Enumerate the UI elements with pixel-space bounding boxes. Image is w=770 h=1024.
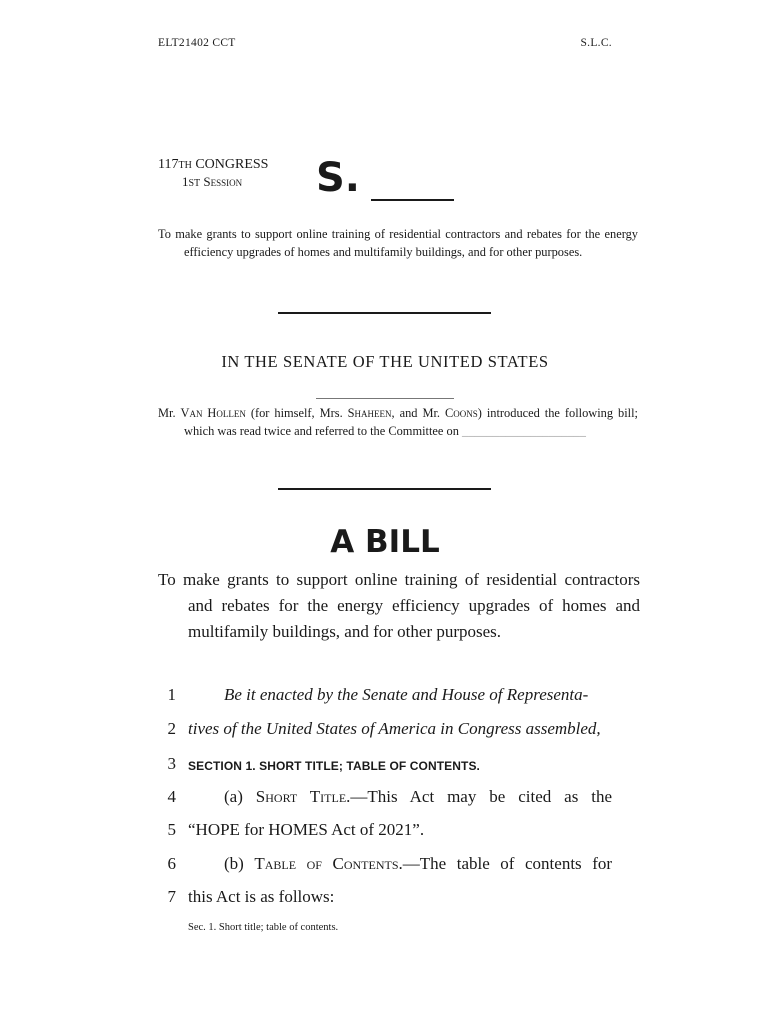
purpose-paragraph: To make grants to support online training of residential contractors and rebates for the energy efficiency upgrades of homes and multifamily buildings, and for other purposes. bbox=[158, 570, 640, 641]
subsection-a: (a) Short Title.—This Act may be cited as the bbox=[224, 787, 612, 806]
line-number: 6 bbox=[167, 854, 176, 873]
congress-label: 117TH CONGRESS bbox=[158, 157, 269, 172]
document-id: ELT21402 CCT bbox=[158, 37, 236, 49]
act-citation: “HOPE for HOMES Act of 2021”. bbox=[188, 820, 425, 839]
office-code: S.L.C. bbox=[580, 37, 612, 49]
divider-rule bbox=[278, 312, 491, 314]
enacting-clause: Be it enacted by the Senate and House of Representa- bbox=[224, 685, 589, 704]
cosponsor-name: Shaheen bbox=[347, 406, 392, 420]
toc-intro: this Act is as follows: bbox=[188, 887, 335, 906]
divider-rule bbox=[278, 488, 491, 490]
enacting-clause-cont: tives of the United States of America in Congress assembled, bbox=[188, 719, 601, 738]
section-heading: SECTION 1. SHORT TITLE; TABLE OF CONTENTS. bbox=[188, 759, 480, 773]
session-label: 1ST Session bbox=[182, 174, 243, 189]
bill-number-blank bbox=[371, 199, 454, 201]
bill-heading: A BILL bbox=[330, 524, 440, 560]
line-number: 7 bbox=[167, 887, 176, 906]
line-number: 2 bbox=[167, 719, 176, 738]
line-number: 1 bbox=[167, 685, 176, 704]
committee-blank: ____________________ bbox=[462, 424, 586, 438]
line-number: 4 bbox=[167, 787, 176, 806]
chamber-underline bbox=[316, 398, 454, 399]
chamber-heading: IN THE SENATE OF THE UNITED STATES bbox=[221, 352, 549, 371]
bill-prefix: S. bbox=[316, 155, 361, 201]
subsection-b: (b) Table of Contents.—The table of contents for bbox=[224, 854, 613, 873]
line-number: 5 bbox=[167, 820, 176, 839]
cosponsor-name: Coons bbox=[444, 406, 478, 420]
subsection-heading: Table of Contents bbox=[254, 854, 399, 873]
toc-entry: Sec. 1. Short title; table of contents. bbox=[188, 922, 339, 933]
subsection-heading: Short Title bbox=[255, 787, 347, 806]
sponsor-name: Van Hollen bbox=[180, 406, 246, 420]
introduction-paragraph: Mr. Van Hollen (for himself, Mrs. Shaheen, and Mr. Coons) introduced the following bill; which was read twice and referred to the Committee on ____________________ bbox=[158, 406, 638, 438]
line-number: 3 bbox=[167, 754, 176, 773]
short-title-description: To make grants to support online training of residential contractors and rebates for the energy efficiency upgrades of homes and multifamily buildings, and for other purposes. bbox=[158, 227, 638, 259]
